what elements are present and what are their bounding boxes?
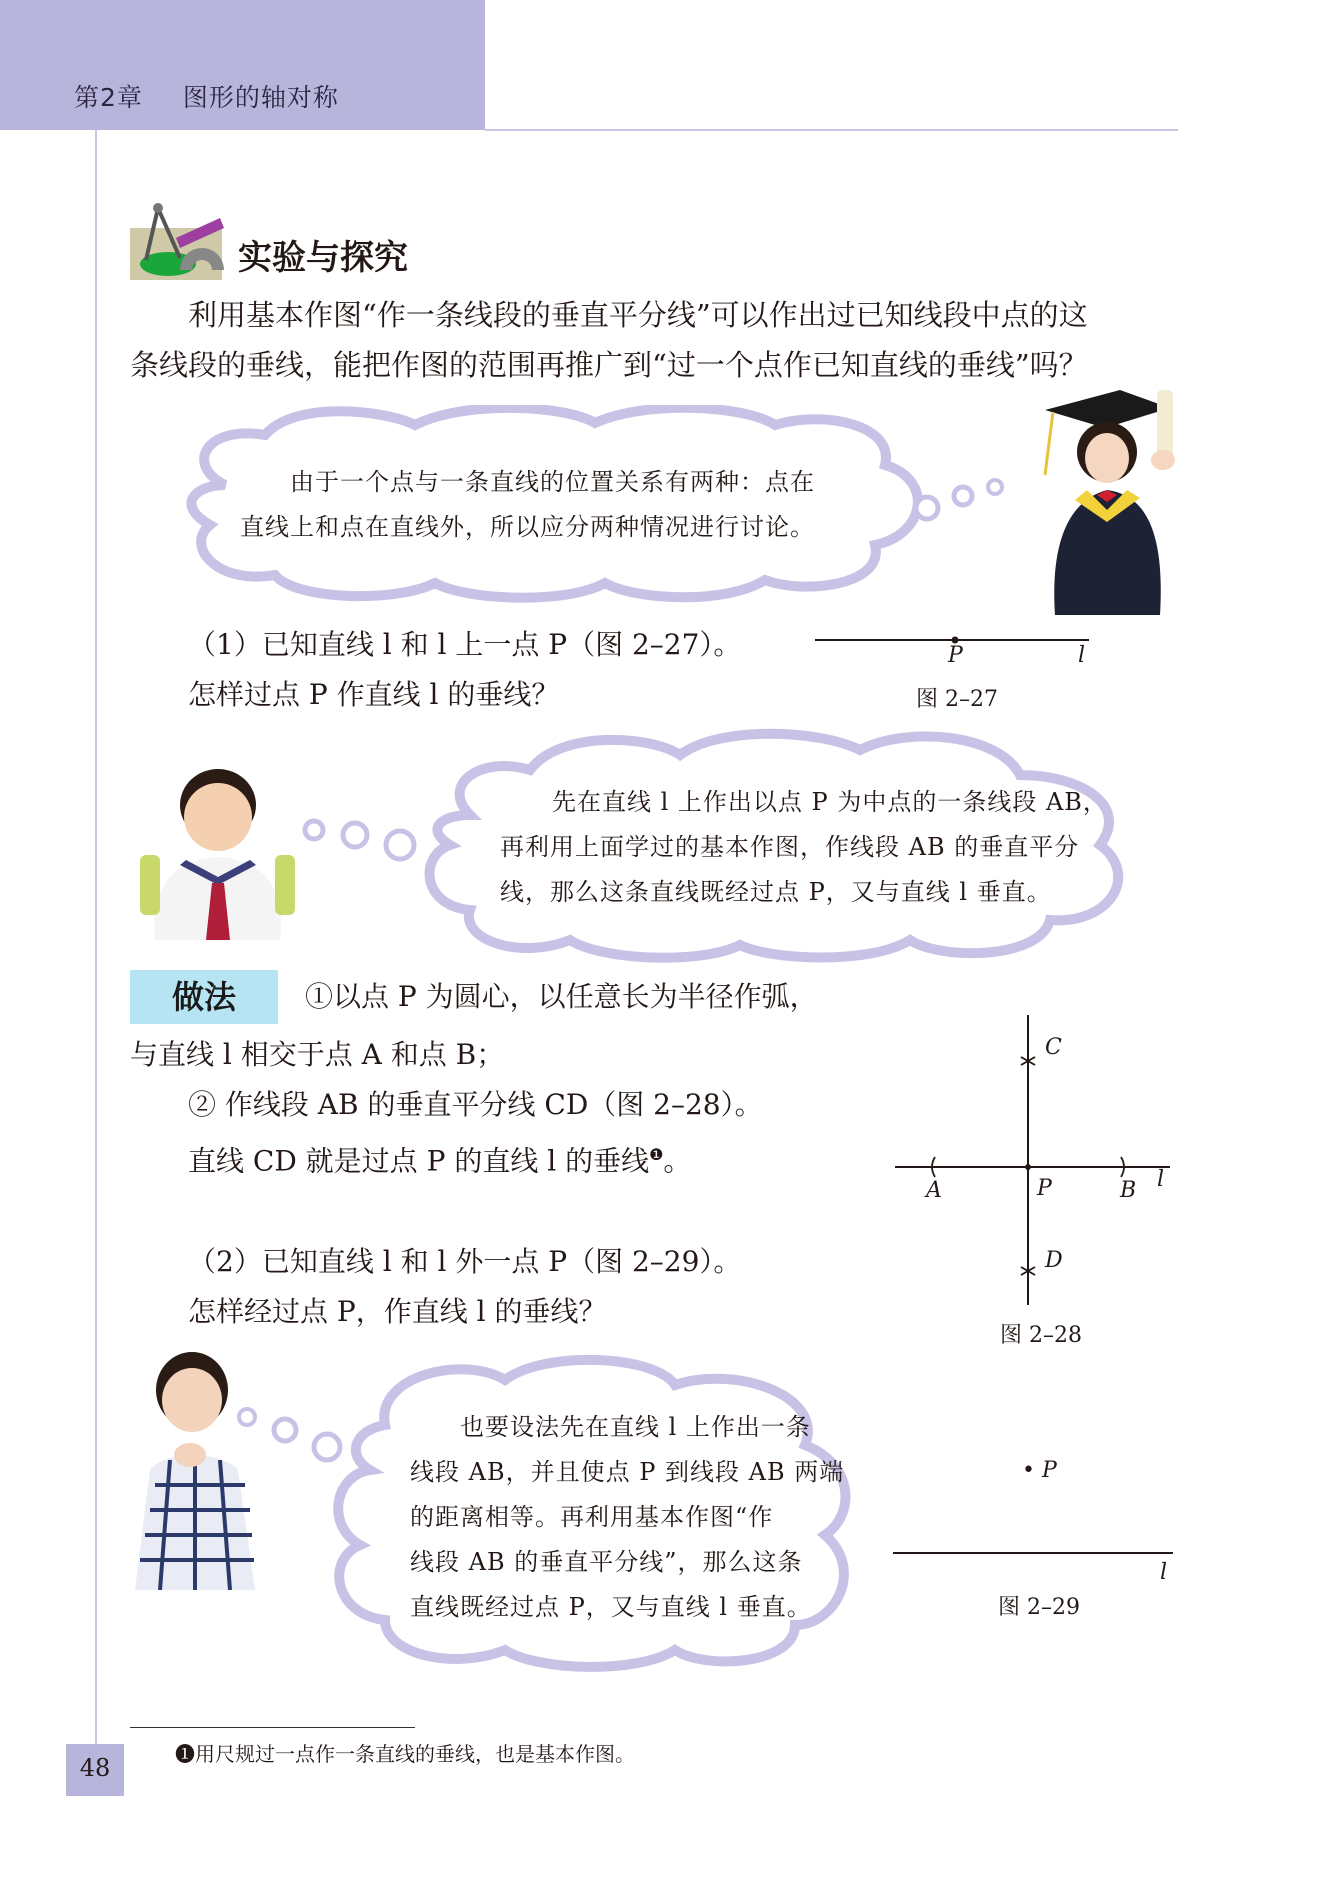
cloud3-line-1: 也要设法先在直线 l 上作出一条 bbox=[460, 1413, 811, 1441]
intro-line-2: 条线段的垂线，能把作图的范围再推广到“过一个点作已知直线的垂线”吗？ bbox=[130, 348, 1088, 382]
chapter-heading bbox=[74, 78, 339, 114]
method-step-1a: ①以点 P 为圆心，以任意长为半径作弧， bbox=[305, 980, 818, 1013]
fig229-caption: 图 2–29 bbox=[998, 1595, 1080, 1620]
header-rule bbox=[485, 129, 1178, 131]
fig229-point-label: • P bbox=[1022, 1458, 1057, 1483]
fig228-label-l: l bbox=[1157, 1167, 1165, 1192]
cloud1-line-1: 由于一个点与一条直线的位置关系有两种：点在 bbox=[290, 468, 815, 496]
figure-2-29-line bbox=[893, 1548, 1178, 1558]
compass-protractor-icon bbox=[128, 198, 228, 284]
cloud2-line-2: 再利用上面学过的基本作图，作线段 AB 的垂直平分 bbox=[500, 833, 1080, 861]
method-step-3-text: 直线 CD 就是过点 P 的直线 l 的垂线 bbox=[188, 1144, 650, 1178]
fig229-line-label: l bbox=[1160, 1560, 1168, 1585]
question-1-line-1: （1）已知直线 l 和 l 上一点 P（图 2–27）。 bbox=[188, 628, 742, 661]
method-step-1b: 与直线 l 相交于点 A 和点 B； bbox=[130, 1038, 505, 1071]
method-tag: 做法 bbox=[130, 970, 278, 1024]
fig228-label-a: A bbox=[926, 1178, 942, 1203]
method-step-3 bbox=[188, 1130, 691, 1186]
fig227-point-label: P bbox=[948, 643, 963, 668]
fig228-caption: 图 2–28 bbox=[1000, 1323, 1082, 1348]
cloud2-line-1: 先在直线 l 上作出以点 P 为中点的一条线段 AB， bbox=[552, 788, 1108, 816]
fig228-label-c: C bbox=[1045, 1035, 1062, 1060]
footnote-text: 用尺规过一点作一条直线的垂线，也是基本作图。 bbox=[195, 1742, 635, 1766]
graduate-girl-image bbox=[1035, 390, 1185, 615]
chapter-title: 图形的轴对称 bbox=[182, 83, 339, 112]
cloud3-line-2: 线段 AB，并且使点 P 到线段 AB 两端 bbox=[410, 1458, 845, 1486]
cloud1-line-2: 直线上和点在直线外，所以应分两种情况进行讨论。 bbox=[240, 513, 815, 541]
cloud3-line-3: 的距离相等。再利用基本作图“作 bbox=[410, 1503, 774, 1531]
question-2-line-1: （2）已知直线 l 和 l 外一点 P（图 2–29）。 bbox=[188, 1245, 742, 1278]
section-title: 实验与探究 bbox=[238, 238, 408, 278]
fig227-caption: 图 2–27 bbox=[916, 687, 998, 712]
cloud3-line-4: 线段 AB 的垂直平分线”，那么这条 bbox=[410, 1548, 803, 1576]
footnote-rule bbox=[130, 1727, 415, 1728]
fig227-line-label: l bbox=[1078, 643, 1086, 668]
footnote-ref-mark: ❶ bbox=[649, 1145, 664, 1164]
margin-rule bbox=[95, 130, 97, 1756]
method-step-3-end: 。 bbox=[663, 1144, 692, 1178]
page-number: 48 bbox=[79, 1754, 111, 1782]
fig228-label-p: P bbox=[1037, 1176, 1052, 1201]
question-1-line-2: 怎样过点 P 作直线 l 的垂线？ bbox=[188, 678, 560, 711]
cloud2-line-3: 线，那么这条直线既经过点 P，又与直线 l 垂直。 bbox=[500, 878, 1052, 906]
intro-paragraph bbox=[130, 290, 1180, 390]
cloud3-line-5: 直线既经过点 P，又与直线 l 垂直。 bbox=[410, 1593, 812, 1621]
figure-2-28 bbox=[895, 1015, 1180, 1310]
method-step-2: ② 作线段 AB 的垂直平分线 CD（图 2–28）。 bbox=[188, 1088, 763, 1121]
question-2-line-2: 怎样经过点 P，作直线 l 的垂线？ bbox=[188, 1295, 607, 1328]
intro-line-1: 利用基本作图“作一条线段的垂直平分线”可以作出过已知线段中点的这 bbox=[188, 298, 1088, 332]
chapter-number: 第2章 bbox=[74, 83, 143, 112]
footnote bbox=[175, 1738, 635, 1767]
fig228-label-d: D bbox=[1045, 1248, 1063, 1273]
schoolboy-image bbox=[140, 765, 295, 940]
fig228-label-b: B bbox=[1120, 1178, 1137, 1203]
footnote-mark: ❶ bbox=[175, 1742, 195, 1766]
